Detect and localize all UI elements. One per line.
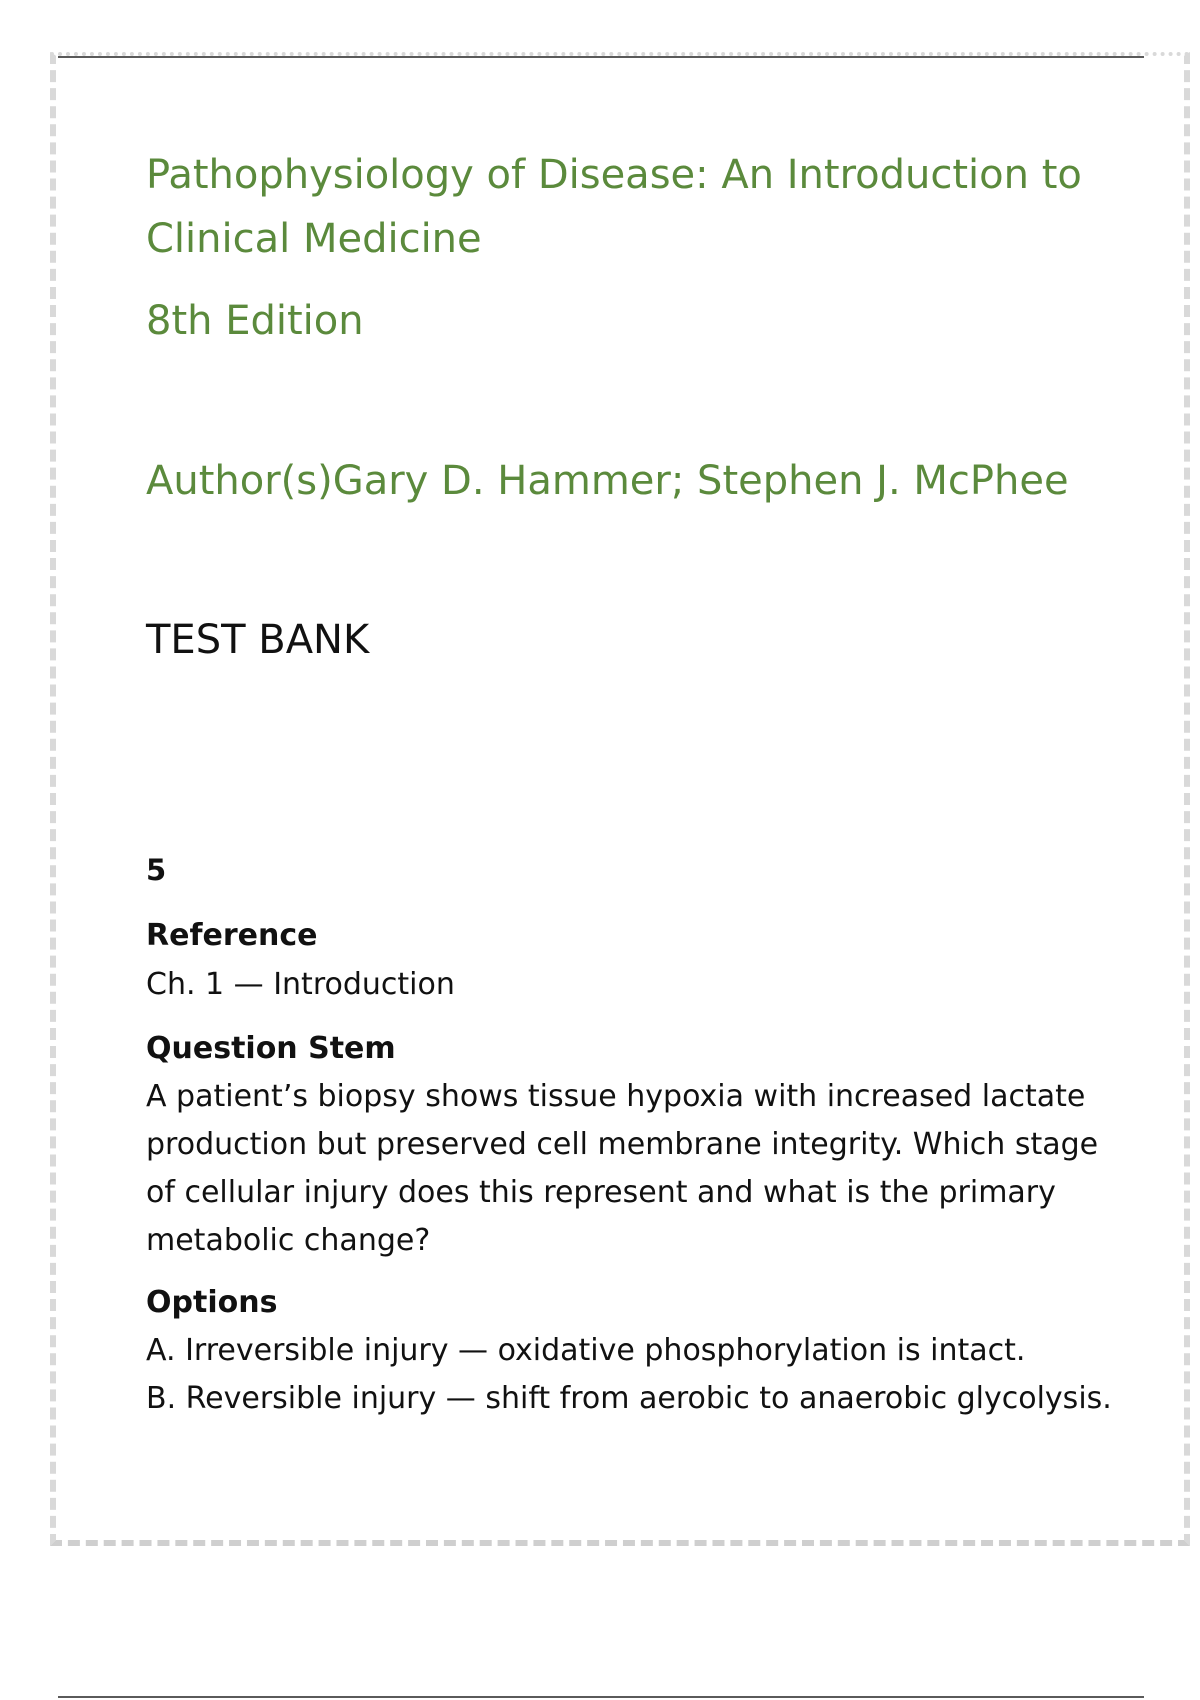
- book-title: Pathophysiology of Disease: An Introduction to Clinical Medicine: [146, 152, 1082, 262]
- option-a: A. Irreversible injury — oxidative phosphorylation is intact.: [146, 1333, 1026, 1368]
- options-label: Options: [146, 1285, 278, 1320]
- option-b: B. Reversible injury — shift from aerobic to anaerobic glycolysis.: [146, 1381, 1112, 1416]
- reference-text: Ch. 1 — Introduction: [146, 967, 455, 1002]
- book-authors: Author(s)Gary D. Hammer; Stephen J. McPhee: [146, 458, 1069, 504]
- question-stem-text: A patient’s biopsy shows tissue hypoxia with increased lactate production but preserved cell membrane integrity. Which stage of cellular injury does this represent and what is the primary metabolic change?: [146, 1079, 1099, 1258]
- question-number: 5: [146, 853, 167, 887]
- bottom-rule: [58, 1696, 1144, 1698]
- options-list: [146, 1327, 1146, 1423]
- test-bank-heading: TEST BANK: [146, 617, 370, 663]
- question-stem-label: Question Stem: [146, 1031, 396, 1066]
- reference-label: Reference: [146, 918, 318, 953]
- book-edition: 8th Edition: [146, 298, 364, 344]
